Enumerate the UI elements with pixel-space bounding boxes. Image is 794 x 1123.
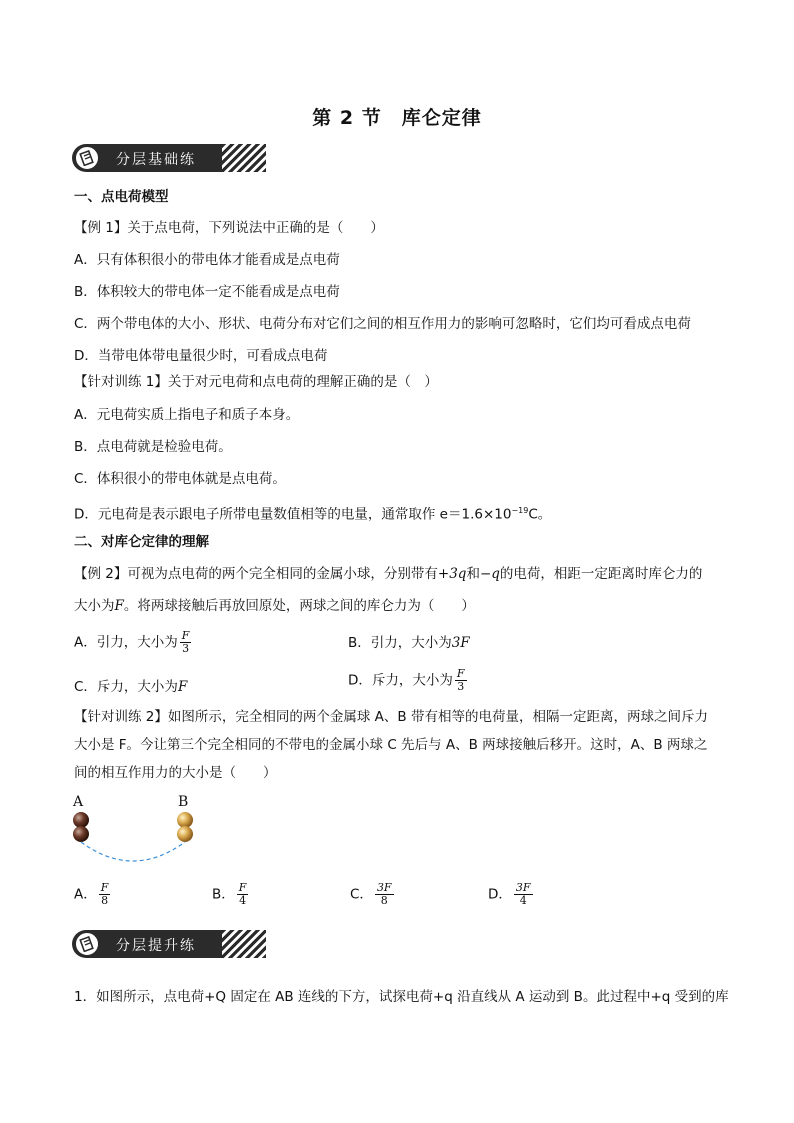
title-section: 第 2 节 (312, 107, 382, 129)
training-1-option-b: B．点电荷就是检验电荷。 (74, 439, 232, 455)
section-banner-basic (72, 144, 264, 172)
pencil-paper-icon (74, 145, 100, 171)
banner-label: 分层提升练 (116, 938, 196, 954)
section-heading-1: 一、点电荷模型 (74, 189, 169, 205)
example-1-option-c: C．两个带电体的大小、形状、电荷分布对它们之间的相互作用力的影响可忽略时，它们均可看成点电荷 (74, 316, 691, 332)
title-name: 库仑定律 (401, 107, 482, 129)
example-2-option-d: D．斥力，大小为 $\frac{F}{3}$ (348, 667, 465, 693)
sphere-a-bottom (73, 826, 89, 842)
banner-label: 分层基础练 (116, 152, 196, 168)
example-1-stem: 【例 1】关于点电荷，下列说法中正确的是（ ） (74, 220, 384, 236)
example-2-option-c: C．斥力，大小为F (74, 679, 188, 695)
training-2-option-b: B． $\frac{F}{4}$ (212, 881, 247, 907)
sphere-b-bottom (177, 826, 193, 842)
section-banner-advanced (72, 930, 264, 958)
sphere-b-label: B (178, 794, 189, 810)
training-2-stem-line2: 大小是 F。今让第三个完全相同的不带电的金属小球 C 先后与 A、B 两球接触后移开。这时，A、B 两球之 (74, 737, 708, 753)
question-1-stem: 1．如图所示，点电荷+Q 固定在 AB 连线的下方，试探电荷+q 沿直线从 A 运动到 B。此过程中+q 受到的库 (74, 989, 729, 1005)
training-2-option-c: C． $\frac{3F}{8}$ (350, 881, 392, 907)
training-1-option-a: A．元电荷实质上指电子和质子本身。 (74, 407, 300, 423)
example-2-option-a: A．引力，大小为 $\frac{F}{3}$ (74, 629, 190, 655)
pencil-paper-icon (74, 931, 100, 957)
example-1-option-a: A．只有体积很小的带电体才能看成是点电荷 (74, 252, 340, 268)
sphere-a-top (73, 812, 89, 828)
trajectory-arc (81, 842, 185, 861)
page-title (0, 103, 794, 130)
section-heading-2: 二、对库仑定律的理解 (74, 534, 209, 550)
example-2-stem-line2: 大小为F。将两球接触后再放回原处，两球之间的库仑力为（ ） (74, 598, 475, 614)
training-2-option-d: D． $\frac{3F}{4}$ (488, 881, 531, 907)
example-2-option-b: B．引力，大小为3F (348, 635, 470, 651)
training-1-option-c: C．体积很小的带电体就是点电荷。 (74, 471, 286, 487)
training-2-stem-line3: 间的相互作用力的大小是（ ） (74, 765, 277, 781)
sphere-b-top (177, 812, 193, 828)
training-2-stem-line1: 【针对训练 2】如图所示，完全相同的两个金属球 A、B 带有相等的电荷量，相隔一定距离，两球之间斥力 (74, 709, 708, 725)
spheres-figure (68, 792, 198, 868)
training-1-stem: 【针对训练 1】关于对元电荷和点电荷的理解正确的是（ ） (74, 374, 438, 390)
example-1-option-d: D．当带电体带电量很少时，可看成点电荷 (74, 348, 328, 364)
sphere-a-label: A (73, 794, 84, 810)
training-1-option-d: D．元电荷是表示跟电子所带电量数值相等的电量，通常取作 $e=1.6\times 10^{-19}C$。 (74, 506, 552, 523)
example-2-stem-line1: 【例 2】可视为点电荷的两个完全相同的金属小球，分别带有+3q和−q的电荷，相距一定距离时库仑力的 (74, 566, 703, 582)
training-2-option-a: A． $\frac{F}{8}$ (74, 881, 109, 907)
example-1-option-b: B．体积较大的带电体一定不能看成是点电荷 (74, 284, 340, 300)
